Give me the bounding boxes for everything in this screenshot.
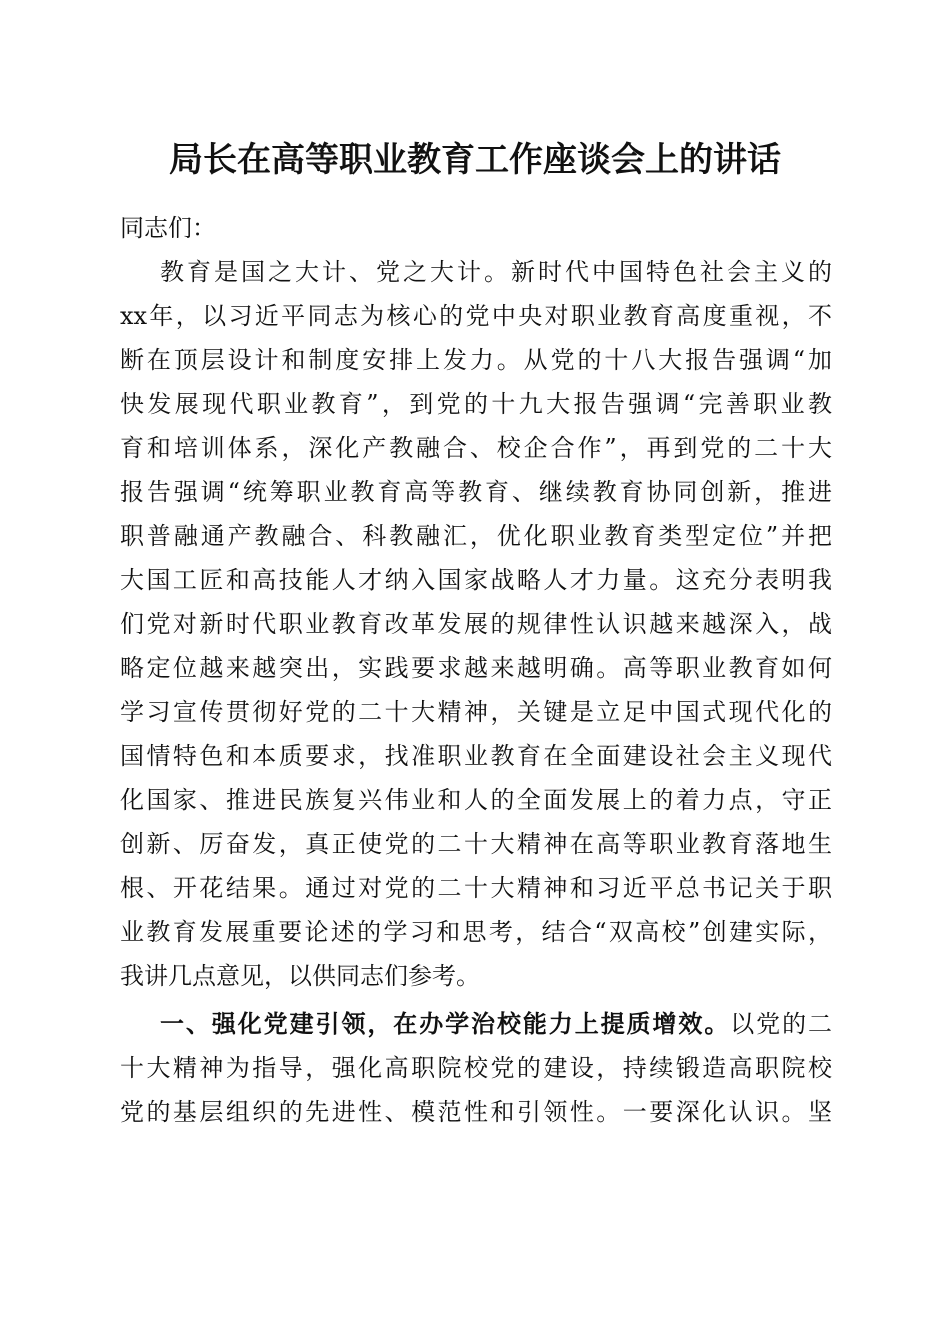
paragraph-line: 国情特色和本质要求，找准职业教育在全面建设社会主义现代 bbox=[120, 742, 832, 770]
paragraph-line: 教育是国之大计、党之大计。新时代中国特色社会主义的 bbox=[160, 258, 832, 286]
paragraph-line: 略定位越来越突出，实践要求越来越明确。高等职业教育如何 bbox=[120, 654, 832, 682]
paragraph-line: 创新、厉奋发，真正使党的二十大精神在高等职业教育落地生 bbox=[120, 830, 832, 858]
paragraph-line: 十大精神为指导，强化高职院校党的建设，持续锻造高职院校 bbox=[120, 1054, 832, 1082]
paragraph-line: xx年，以习近平同志为核心的党中央对职业教育高度重视，不 bbox=[120, 302, 832, 330]
section-heading-line bbox=[120, 1002, 832, 1046]
document-title: 局长在高等职业教育工作座谈会上的讲话 bbox=[169, 140, 781, 180]
paragraph-line: 我讲几点意见，以供同志们参考。 bbox=[120, 962, 480, 990]
salutation: 同志们： bbox=[120, 214, 216, 242]
paragraph-line: 化国家、推进民族复兴伟业和人的全面发展上的着力点，守正 bbox=[120, 786, 832, 814]
document-body bbox=[120, 206, 832, 1134]
paragraph-line: 报告强调“统筹职业教育高等教育、继续教育协同创新，推进 bbox=[120, 478, 832, 506]
paragraph-line: 育和培训体系，深化产教融合、校企合作”，再到党的二十大 bbox=[120, 434, 832, 462]
section-heading-rest: 以党的二 bbox=[730, 1010, 833, 1038]
paragraph-line: 职普融通产教融合、科教融汇，优化职业教育类型定位”并把 bbox=[120, 522, 832, 550]
paragraph-line: 根、开花结果。通过对党的二十大精神和习近平总书记关于职 bbox=[120, 874, 832, 902]
section-one bbox=[120, 1002, 832, 1134]
paragraph-line: 断在顶层设计和制度安排上发力。从党的十八大报告强调“加 bbox=[120, 346, 832, 374]
paragraph-intro bbox=[120, 250, 832, 998]
paragraph-line: 学习宣传贯彻好党的二十大精神，关键是立足中国式现代化的 bbox=[120, 698, 832, 726]
paragraph-line: 党的基层组织的先进性、模范性和引领性。一要深化认识。坚 bbox=[120, 1098, 832, 1126]
paragraph-line: 们党对新时代职业教育改革发展的规律性认识越来越深入，战 bbox=[120, 610, 832, 638]
paragraph-line: 快发展现代职业教育”，到党的十九大报告强调“完善职业教 bbox=[120, 390, 832, 418]
paragraph-line: 大国工匠和高技能人才纳入国家战略人才力量。这充分表明我 bbox=[120, 566, 832, 594]
paragraph-line: 业教育发展重要论述的学习和思考，结合“双高校”创建实际， bbox=[120, 918, 832, 946]
section-heading: 一、强化党建引领，在办学治校能力上提质增效。 bbox=[160, 1010, 731, 1038]
